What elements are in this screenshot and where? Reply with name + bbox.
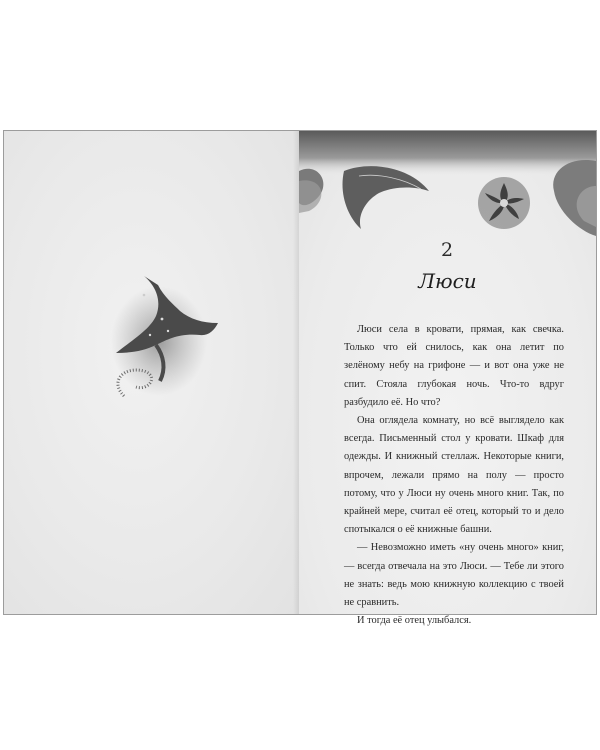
paragraph: Люси села в кровати, прямая, как свечка. Только что ей снилось, как она летит по зелёному небу на грифоне — и вот она уже не спит. Стояла глубокая ночь. Что-то вдруг разбудило её. Но что? — [344, 324, 564, 408]
right-page — [299, 131, 596, 627]
paragraph: — Невозможно иметь «ну очень много» книг, — всегда отвечала на это Люси. — Тебе ли этого не знать: ведь мою книжную коллекцию с твоей не сравнить. — [344, 542, 564, 609]
chapter-number: 2 — [440, 239, 455, 261]
clouds-feathers-flower-icon — [299, 131, 596, 251]
paragraph: И тогда её отец улыбался. — [357, 615, 472, 627]
paragraph: Она оглядела комнату, но всё выглядело как всегда. Письменный стол у кровати. Шкаф для одежды. И книжный стеллаж. Некоторые книги, впрочем, лежали прямо на полу — просто потому, что у Люси ну очень много книг. Так, по крайней мере, считал её отец, который то и дело спотыкался о её книжные башни. — [344, 415, 564, 536]
chapter-title: Люси — [418, 269, 477, 293]
bat-creature-icon — [104, 261, 224, 411]
chapter-text — [344, 321, 564, 630]
left-page — [4, 131, 299, 614]
book-spread — [3, 130, 597, 627]
